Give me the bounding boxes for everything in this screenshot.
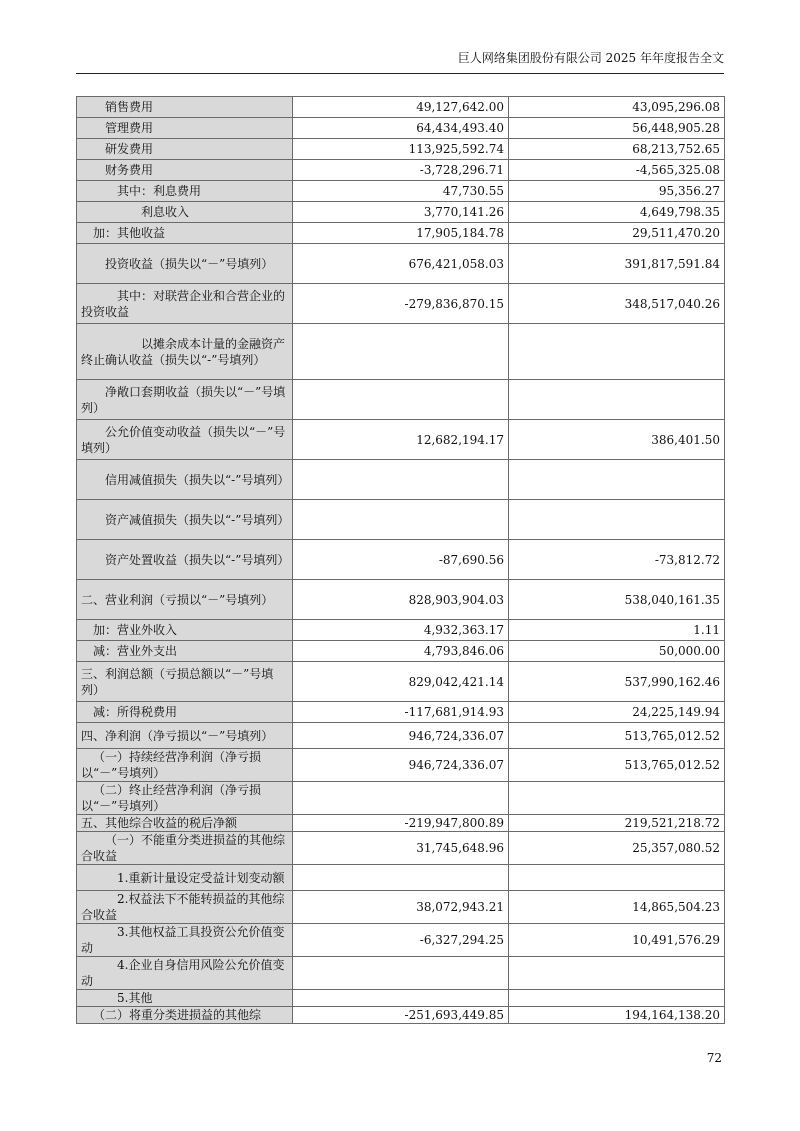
table-row [77,202,725,223]
table-row [77,891,725,924]
row-label-cell [77,723,293,749]
current-period-value: -219,947,800.89 [293,815,509,832]
current-period-value [293,380,509,420]
table-row [77,832,725,865]
row-label: 财务费用 [105,163,154,177]
row-label: 减：所得税费用 [93,705,178,719]
row-label: 二、营业利润（亏损以“－”号填列） [81,592,274,607]
row-label-cell [77,832,293,865]
table-row [77,580,725,620]
row-label-cell [77,380,293,420]
current-period-value: 64,434,493.40 [293,118,509,139]
current-period-value: 12,682,194.17 [293,420,509,460]
table-row [77,620,725,641]
previous-period-value: 50,000.00 [509,641,725,662]
row-label-cell [77,815,293,832]
table-row [77,723,725,749]
table-row [77,815,725,832]
previous-period-value: 24,225,149.94 [509,702,725,723]
row-label-cell [77,641,293,662]
previous-period-value: 537,990,162.46 [509,662,725,702]
current-period-value: 49,127,642.00 [293,97,509,118]
table-row [77,97,725,118]
previous-period-value [509,990,725,1007]
current-period-value: 38,072,943.21 [293,891,509,924]
previous-period-value: 391,817,591.84 [509,244,725,284]
previous-period-value: 25,357,080.52 [509,832,725,865]
previous-period-value: 538,040,161.35 [509,580,725,620]
current-period-value: 3,770,141.26 [293,202,509,223]
current-period-value: -279,836,870.15 [293,284,509,324]
income-statement-table [76,96,725,1024]
current-period-value: -87,690.56 [293,540,509,580]
current-period-value [293,865,509,891]
row-label: 销售费用 [105,100,154,114]
row-label: 加：营业外收入 [93,623,178,637]
table-row [77,181,725,202]
row-label: 净敞口套期收益（损失以“－”号填列） [81,384,286,415]
row-label: 利息收入 [141,205,190,219]
row-label-cell [77,782,293,815]
row-label-cell [77,1007,293,1024]
previous-period-value: 4,649,798.35 [509,202,725,223]
row-label: 公允价值变动收益（损失以“－”号填列） [81,424,286,455]
current-period-value [293,990,509,1007]
current-period-value: 47,730.55 [293,181,509,202]
table-row [77,990,725,1007]
previous-period-value: -73,812.72 [509,540,725,580]
table-row [77,139,725,160]
row-label-cell [77,540,293,580]
row-label: 四、净利润（净亏损以“－”号填列） [81,728,274,743]
current-period-value: 829,042,421.14 [293,662,509,702]
row-label: 其中：对联营企业和合营企业的投资收益 [81,288,286,319]
row-label: 五、其他综合收益的税后净额 [81,816,238,830]
previous-period-value: 56,448,905.28 [509,118,725,139]
row-label-cell [77,662,293,702]
row-label: 以摊余成本计量的金融资产终止确认收益（损失以“-”号填列） [81,336,286,367]
row-label: （一）持续经营净利润（净亏损以“－”号填列） [81,750,262,780]
row-label-cell [77,244,293,284]
previous-period-value [509,380,725,420]
table-row [77,460,725,500]
row-label-cell [77,202,293,223]
previous-period-value [509,782,725,815]
table-row [77,641,725,662]
table-row [77,865,725,891]
previous-period-value: 14,865,504.23 [509,891,725,924]
row-label: 其中：利息费用 [117,184,202,198]
row-label: （二）将重分类进损益的其他综 [93,1008,262,1022]
row-label-cell [77,160,293,181]
row-label: 信用减值损失（损失以“-”号填列） [105,472,290,487]
header-divider [76,73,724,74]
previous-period-value: 1.11 [509,620,725,641]
table-row [77,662,725,702]
previous-period-value [509,324,725,380]
row-label: 3.其他权益工具投资公允价值变动 [81,925,285,955]
current-period-value: 4,793,846.06 [293,641,509,662]
previous-period-value [509,500,725,540]
row-label-cell [77,97,293,118]
current-period-value: 676,421,058.03 [293,244,509,284]
previous-period-value: 29,511,470.20 [509,223,725,244]
row-label: （二）终止经营净利润（净亏损以“－”号填列） [81,783,262,813]
row-label: 三、利润总额（亏损总额以“－”号填列） [81,666,274,697]
table-row [77,223,725,244]
previous-period-value: 513,765,012.52 [509,749,725,782]
report-header-title: 巨人网络集团股份有限公司 2025 年年度报告全文 [457,51,724,65]
row-label-cell [77,702,293,723]
table-row [77,380,725,420]
previous-period-value [509,865,725,891]
previous-period-value: 194,164,138.20 [509,1007,725,1024]
table-row [77,244,725,284]
current-period-value: 946,724,336.07 [293,723,509,749]
row-label-cell [77,957,293,990]
previous-period-value [509,460,725,500]
row-label: 管理费用 [105,121,154,135]
previous-period-value: 386,401.50 [509,420,725,460]
row-label: 资产处置收益（损失以“-”号填列） [105,552,290,567]
row-label-cell [77,324,293,380]
row-label: 4.企业自身信用风险公允价值变动 [81,958,285,988]
row-label: 研发费用 [105,142,154,156]
current-period-value [293,460,509,500]
row-label-cell [77,181,293,202]
income-statement-body [77,97,725,1024]
page-number: 72 [706,1051,722,1065]
row-label: （一）不能重分类进损益的其他综合收益 [81,833,286,863]
previous-period-value: 43,095,296.08 [509,97,725,118]
current-period-value: 31,745,648.96 [293,832,509,865]
row-label: 2.权益法下不能转损益的其他综合收益 [81,892,285,922]
current-period-value: -3,728,296.71 [293,160,509,181]
previous-period-value: 10,491,576.29 [509,924,725,957]
current-period-value [293,500,509,540]
row-label: 加：其他收益 [93,226,166,240]
row-label-cell [77,580,293,620]
table-row [77,284,725,324]
current-period-value: 828,903,904.03 [293,580,509,620]
row-label-cell [77,223,293,244]
current-period-value [293,782,509,815]
current-period-value: 4,932,363.17 [293,620,509,641]
row-label-cell [77,924,293,957]
current-period-value: 17,905,184.78 [293,223,509,244]
previous-period-value: 219,521,218.72 [509,815,725,832]
row-label-cell [77,990,293,1007]
current-period-value: -6,327,294.25 [293,924,509,957]
current-period-value [293,957,509,990]
row-label-cell [77,118,293,139]
previous-period-value: 68,213,752.65 [509,139,725,160]
previous-period-value [509,957,725,990]
table-row [77,702,725,723]
previous-period-value: 348,517,040.26 [509,284,725,324]
current-period-value: 113,925,592.74 [293,139,509,160]
table-row [77,782,725,815]
table-row [77,160,725,181]
table-row [77,749,725,782]
row-label: 减：营业外支出 [93,644,178,658]
previous-period-value: 95,356.27 [509,181,725,202]
row-label: 1.重新计量设定受益计划变动额 [117,870,285,885]
row-label-cell [77,139,293,160]
table-row [77,957,725,990]
current-period-value: -251,693,449.85 [293,1007,509,1024]
row-label: 资产减值损失（损失以“-”号填列） [105,512,290,527]
row-label-cell [77,891,293,924]
row-label: 5.其他 [117,991,153,1005]
row-label-cell [77,620,293,641]
row-label-cell [77,500,293,540]
current-period-value: 946,724,336.07 [293,749,509,782]
table-row [77,540,725,580]
row-label: 投资收益（损失以“－”号填列） [105,256,274,271]
row-label-cell [77,420,293,460]
row-label-cell [77,865,293,891]
table-row [77,324,725,380]
current-period-value: -117,681,914.93 [293,702,509,723]
table-row [77,118,725,139]
table-row [77,420,725,460]
table-row [77,1007,725,1024]
table-row [77,924,725,957]
row-label-cell [77,460,293,500]
previous-period-value: 513,765,012.52 [509,723,725,749]
row-label-cell [77,749,293,782]
table-row [77,500,725,540]
row-label-cell [77,284,293,324]
current-period-value [293,324,509,380]
previous-period-value: -4,565,325.08 [509,160,725,181]
